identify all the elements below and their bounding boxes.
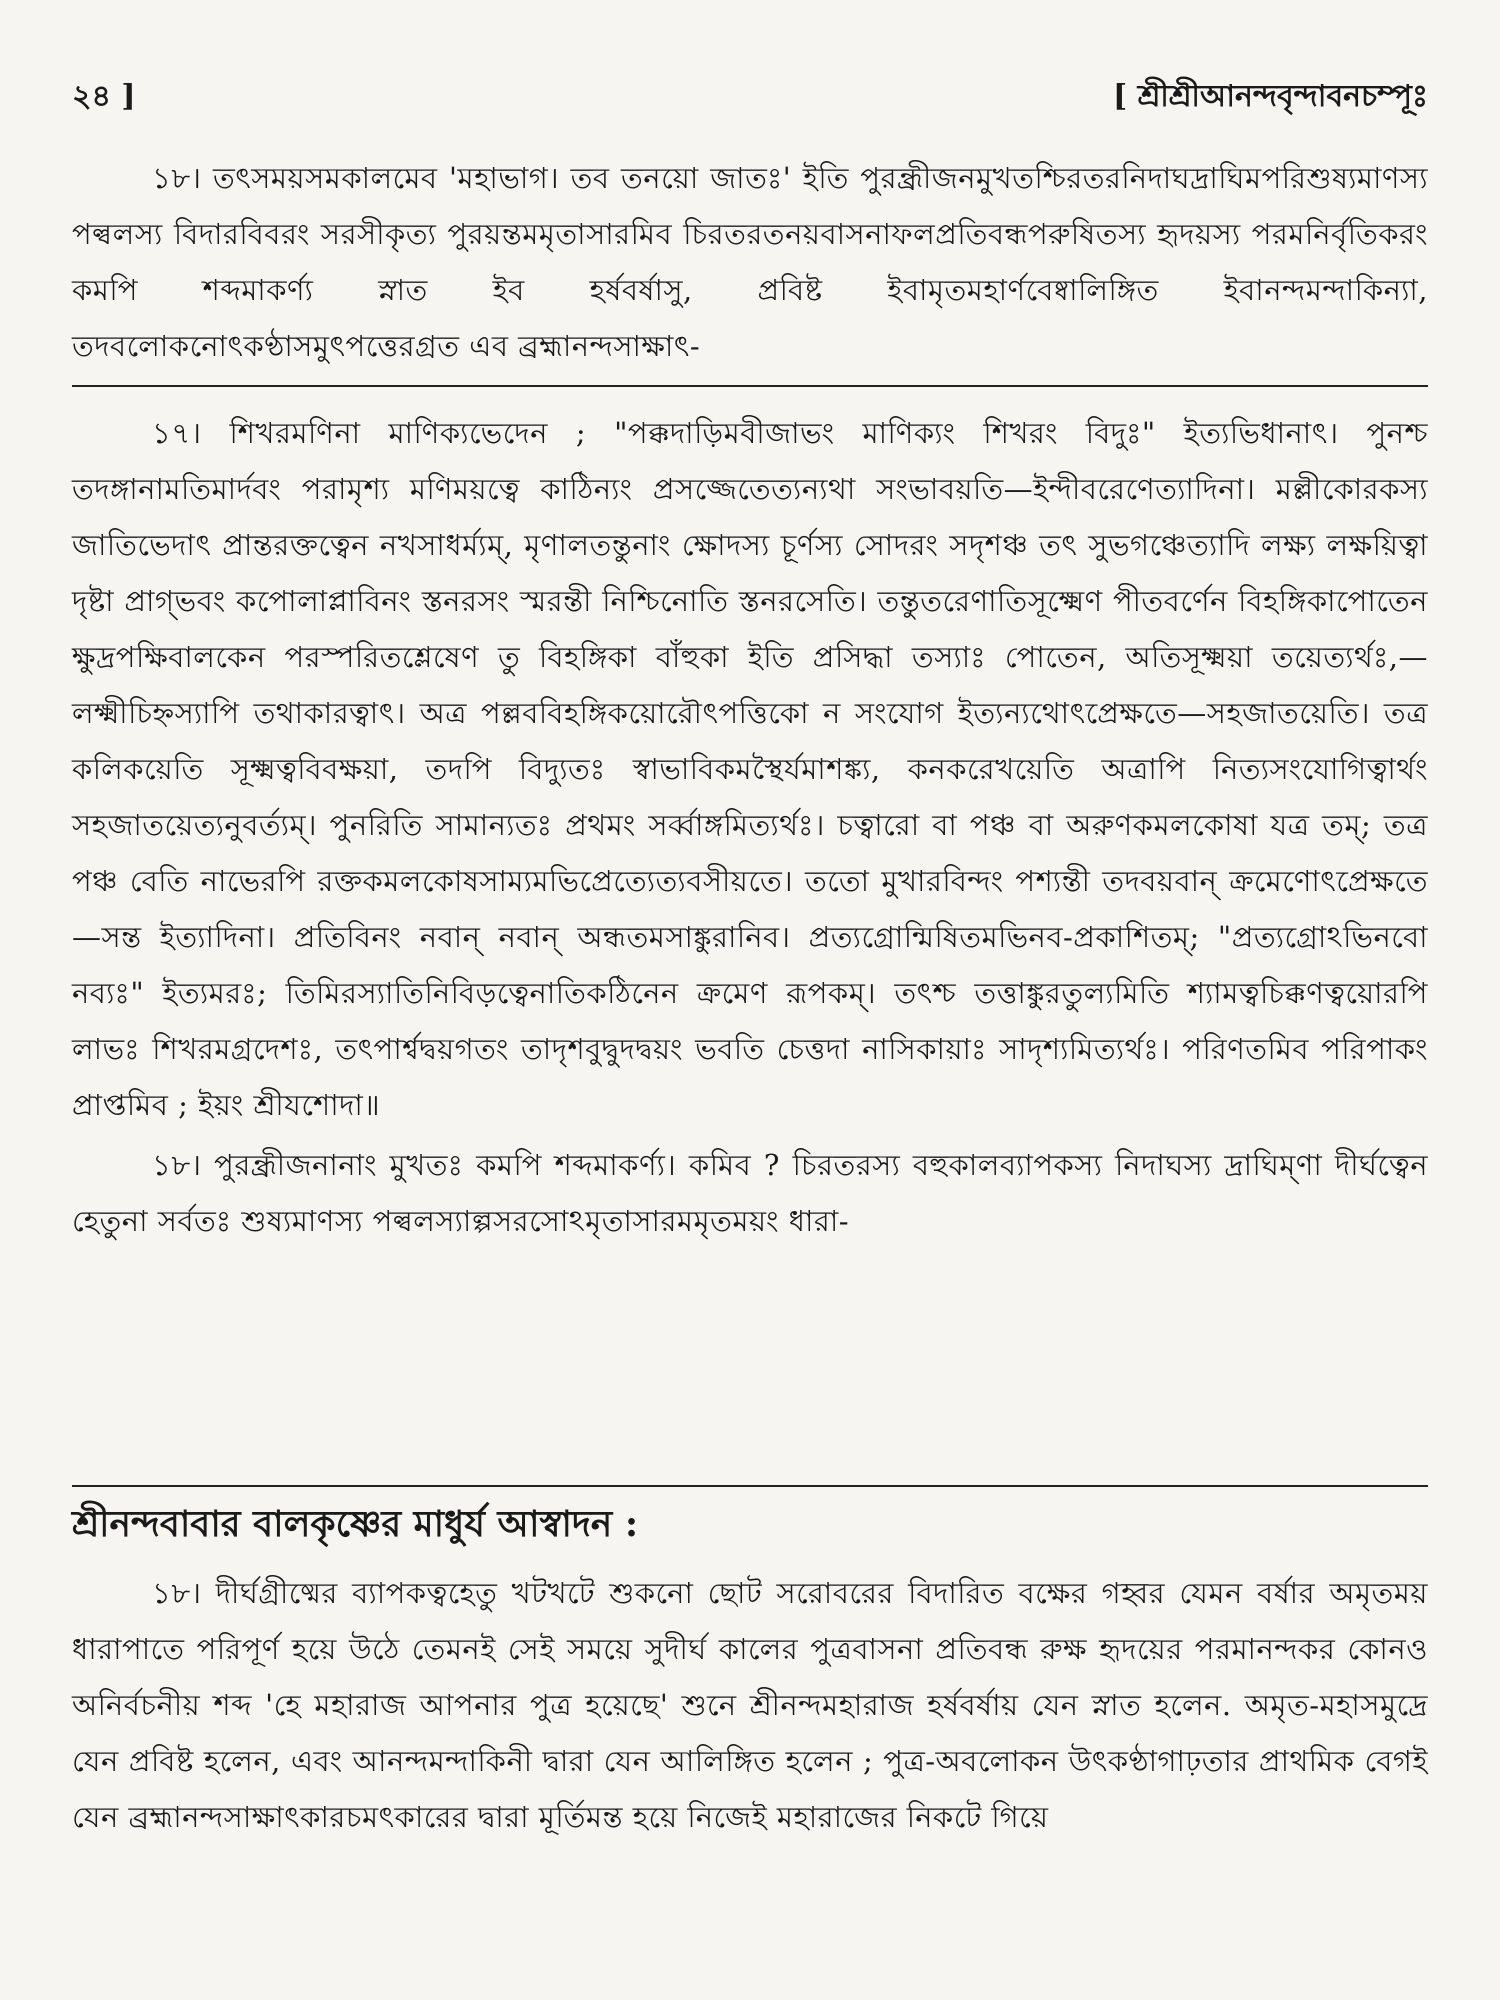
commentary-paragraph-17: ১৭। শিখরমণিনা মাণিক্যভেদেন ; "পক্কদাড়িমবীজাভং মাণিক্যং শিখরং বিদুঃ" ইত্যভিধানাৎ। পুনশ্চ তদঙ্গানামতিমার্দবং পরামৃশ্য মণিময়ত্বে কাঠিন্যং প্রসজ্জেতেত্যন্যথা সংভাবয়তি—ইন্দীবরেণেত্যাদিনা। মল্লীকোরকস্য জাতিভেদাৎ প্রান্তরক্তত্বেন নখসাধর্ম্যম্, মৃণালতন্তুনাং ক্ষোদস্য চূর্ণস্য সোদরং সদৃশঞ্চ তৎ সুভগঞ্চেত্যাদি লক্ষ্য লক্ষয়িত্বা দৃষ্টা প্রাগ্ভবং কপোলাপ্লাবিনং স্তনরসং স্মরন্তী নিশ্চিনোতি স্তনরসেতি। তন্তুতরেণাতিসূক্ষ্মেণ পীতবর্ণেন বিহঙ্গিকাপোতেন ক্ষুদ্রপক্ষিবালকেন পরস্পরিতশ্লেষেণ তু বিহঙ্গিকা বাঁহুকা ইতি প্রসিদ্ধা তস্যাঃ পোতেন, অতিসূক্ষ্ময়া তয়েত্যর্থঃ,—লক্ষ্মীচিহ্নস্যাপি তথাকারত্বাৎ। অত্র পল্লববিহঙ্গিকয়োরৌৎপত্তিকো ন সংযোগ ইত্যন্যথোৎপ্রেক্ষতে—সহজাতয়েতি। তত্র কলিকয়েতি সূক্ষ্মত্ববিবক্ষয়া, তদপি বিদ্যুতঃ স্বাভাবিকমস্থৈর্যমাশঙ্ক্য, কনকরেখয়েতি অত্রাপি নিত্যসংযোগিত্বার্থং সহজাতয়েত্যনুবর্ত্যম্। পুনরিতি সামান্যতঃ প্রথমং সর্ব্বাঙ্গমিত্যর্থঃ। চত্বারো বা পঞ্চ বা অরুণকমলকোষা যত্র তম্; তত্র পঞ্চ বেতি নাভেরপি রক্তকমলকোষসাম্যমভিপ্রেত্যেত্যবসীয়তে। ততো মুখারবিন্দং পশ্যন্তী তদবয়বান্ ক্রমেণোৎপ্রেক্ষতে—সন্ত ইত্যাদিনা। প্রতিবিনং নবান্ নবান্ অন্ধতমসাঙ্কুরানিব। প্রত্যগ্রোন্মিষিতমভিনব-প্রকাশিতম্; "প্রত্যগ্রোঽভিনবো নব্যঃ" ইত্যমরঃ; তিমিরস্যাতিনিবিড়ত্বেনাতিকঠিনেন ক্রমেণ রূপকম্। তৎশ্চ তত্তাঙ্কুরতুল্যমিতি শ্যামত্বচিক্কণত্বয়োরপি লাভঃ শিখরমগ্রদেশঃ, তৎপার্শ্বদ্বয়গতং তাদৃশবুদ্বুদদ্বয়ং ভবতি চেত্তদা নাসিকায়াঃ সাদৃশ্যমিত্যর্থঃ। পরিণতমিব পরিপাকং প্রাপ্তমিব ; ইয়ং শ্রীযশোদা॥ (72, 416, 1428, 1122)
text-paragraph-18: ১৮। তৎসময়সমকালমেব 'মহাভাগ। তব তনয়ো জাতঃ' ইতি পুরন্ধ্রীজনমুখতশ্চিরতরনিদাঘদ্রাঘিমপরিশুষ্যমাণস্য পল্বলস্য বিদারবিবরং সরসীকৃত্য পুরয়ন্তমমৃতাসারমিব চিরতরতনয়বাসনাফলপ্রতিবন্ধপরুষিতস্য হৃদয়স্য পরমনির্বৃতিকরং কমপি শব্দমাকর্ণ্য স্নাত ইব হর্ষবর্ষাসু, প্রবিষ্ট ইবামৃতমহার্ণবেষ্বালিঙ্গিত ইবানন্দমন্দাকিন্যা, তদবলোকনোৎকণ্ঠাসমুৎপত্তেরগ্রত এব ব্রহ্মানন্দসাক্ষাৎ- (72, 161, 1428, 363)
translation-heading: শ্রীনন্দবাবার বালকৃষ্ণের মাধুর্য আস্বাদন : (72, 1503, 639, 1545)
commentary-paragraph-18: ১৮। পুরন্ধ্রীজনানাং মুখতঃ কমপি শব্দমাকর্ণ্য। কমিব ? চিরতরস্য বহুকালব্যাপকস্য নিদাঘস্য দ্রাঘিম্ণা দীর্ঘত্বেন হেতুনা সর্বতঃ শুষ্যমাণস্য পল্বলস্যাল্পসরসোঽমৃতাসারমমৃতময়ং ধারা- (72, 1148, 1428, 1238)
commentary-section (72, 405, 1428, 1249)
translation-section (72, 1565, 1428, 1845)
page-number: ২৪ ] (72, 79, 136, 114)
section-divider-bottom (72, 1485, 1428, 1487)
translation-paragraph-18: ১৮। দীর্ঘগ্রীষ্মের ব্যাপকত্বহেতু খটখটে শুকনো ছোট সরোবরের বিদারিত বক্ষের গহ্বর যেমন বর্ষার অমৃতময় ধারাপাতে পরিপূর্ণ হয়ে উঠে তেমনই সেই সময়ে সুদীর্ঘ কালের পুত্রবাসনা প্রতিবন্ধ রুক্ষ হৃদয়ের পরমানন্দকর কোনও অনির্বচনীয় শব্দ 'হে মহারাজ আপনার পুত্র হয়েছে' শুনে শ্রীনন্দমহারাজ হর্ষবর্ষায় যেন স্নাত হলেন. অমৃত-মহাসমুদ্রে যেন প্রবিষ্ট হলেন, এবং আনন্দমন্দাকিনী দ্বারা যেন আলিঙ্গিত হলেন ; পুত্র-অবলোকন উৎকণ্ঠাগাঢ়তার প্রাথমিক বেগই যেন ব্রহ্মানন্দসাক্ষাৎকারচমৎকারের দ্বারা মূর্তিমন্ত হয়ে নিজেই মহারাজের নিকটে গিয়ে (72, 1576, 1428, 1834)
running-title: [ শ্রীশ্রীআনন্দবৃন্দাবনচম্পূঃ (1112, 79, 1428, 114)
section-divider-top (72, 385, 1428, 387)
text-section (72, 150, 1428, 374)
page-header (72, 72, 1428, 120)
